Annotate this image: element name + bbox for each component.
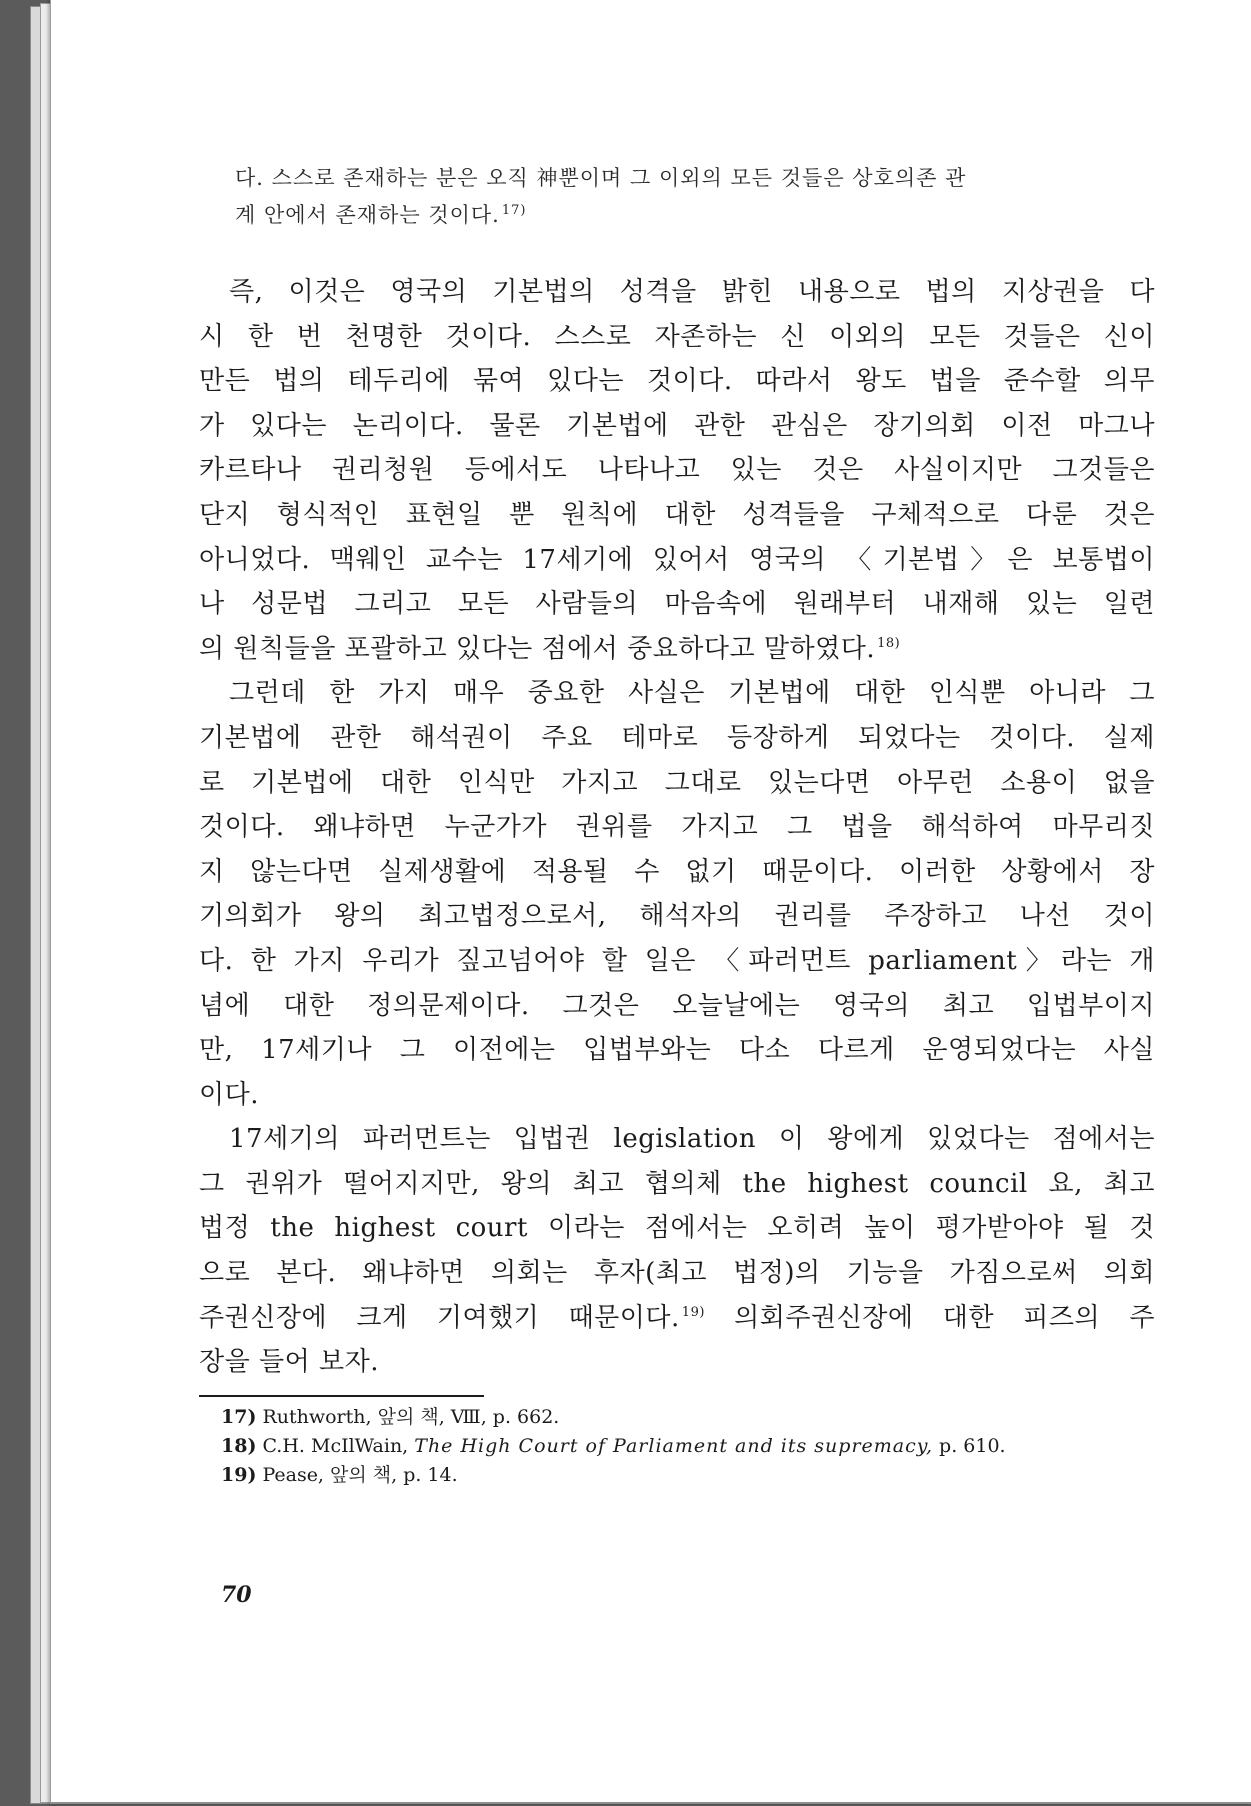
- page-text-area: [199, 160, 1155, 1490]
- paragraph-line-text: 주권신장에 크게 기여했기 때문이다.: [199, 1302, 680, 1333]
- paragraph-line-text: 의 원칙들을 포괄하고 있다는 점에서 중요하다고 말하였다.: [199, 633, 876, 664]
- footnotes: [221, 1403, 1155, 1490]
- paragraph-line: 념에 대한 정의문제이다. 그것은 오늘날에는 영국의 최고 입법부이지: [199, 990, 1155, 1021]
- paragraph-line: 카르타나 권리청원 등에서도 나타나고 있는 것은 사실이지만 그것들은: [199, 455, 1155, 486]
- footnote-text: Pease, 앞의 책, p. 14.: [262, 1463, 458, 1486]
- paragraph-line: [199, 627, 1155, 672]
- footnote-divider: [199, 1395, 484, 1397]
- paragraph-line: 가 있다는 논리이다. 물론 기본법에 관한 관심은 장기의회 이전 마그나: [199, 410, 1155, 441]
- paragraph-line: 기의회가 왕의 최고법정으로서, 해석자의 권리를 주장하고 나선 것이: [199, 901, 1155, 932]
- paragraph-line: 기본법에 관한 해석권이 주요 테마로 등장하게 되었다는 것이다. 실제: [199, 722, 1155, 753]
- paragraph-line: 단지 형식적인 표현일 뿐 원칙에 대한 성격들을 구체적으로 다룬 것은: [199, 499, 1155, 530]
- paragraph-line: 법정 the highest court 이라는 점에서는 오히려 높이 평가받아야 될 것: [199, 1213, 1155, 1244]
- paragraph-line-text-after-ref: 의회주권신장에 대한 피즈의 주: [704, 1302, 1155, 1333]
- footnote-ref-19: 19): [681, 1305, 705, 1320]
- footnote-book-title: The High Court of Parliament and its supremacy,: [414, 1434, 933, 1457]
- quote-line-text: 계 안에서 존재하는 것이다.: [235, 203, 500, 227]
- quote-line: 다. 스스로 존재하는 분은 오직 神뿐이며 그 이외의 모든 것들은 상호의존 관: [235, 166, 967, 190]
- paragraph-line: 17세기의 파러먼트는 입법권 legislation 이 왕에게 있었다는 점에서는: [229, 1124, 1155, 1155]
- footnote-number: 17): [221, 1405, 257, 1428]
- footnote-page: p. 610.: [933, 1434, 1006, 1457]
- paragraph-line: 이다.: [199, 1079, 259, 1110]
- paragraph-line: 지 않는다면 실제생활에 적용될 수 없기 때문이다. 이러한 상황에서 장: [199, 856, 1155, 887]
- footnote-17: [221, 1403, 1155, 1432]
- paragraph-line: 시 한 번 천명한 것이다. 스스로 자존하는 신 이외의 모든 것들은 신이: [199, 321, 1155, 352]
- paragraph-1: [199, 270, 1155, 671]
- footnote-ref-18: 18): [877, 636, 901, 652]
- block-quote: [235, 160, 1155, 234]
- paragraph-line: 장을 들어 보자.: [199, 1347, 379, 1378]
- paragraph-line: 다. 한 가지 우리가 짚고넘어야 할 일은 〈파러먼트 parliament〉라는 개: [199, 945, 1155, 976]
- book-page: [50, 0, 1251, 1804]
- paragraph-line: 그 권위가 떨어지지만, 왕의 최고 협의체 the highest council 요, 최고: [199, 1168, 1155, 1199]
- paragraph-line: 만, 17세기나 그 이전에는 입법부와는 다소 다르게 운영되었다는 사실: [199, 1035, 1155, 1066]
- quote-line: [235, 197, 1155, 234]
- paragraph-line: [199, 1296, 1155, 1341]
- paragraph-line: 로 기본법에 대한 인식만 가지고 그대로 있는다면 아무런 소용이 없을: [199, 767, 1155, 798]
- paragraph-3: [199, 1117, 1155, 1385]
- paragraph-line: 것이다. 왜냐하면 누군가가 권위를 가지고 그 법을 해석하여 마무리짓: [199, 812, 1155, 843]
- paragraph-line: 나 성문법 그리고 모든 사람들의 마음속에 원래부터 내재해 있는 일련: [199, 589, 1155, 620]
- paragraph-line: 아니었다. 맥웨인 교수는 17세기에 있어서 영국의 〈기본법〉은 보통법이: [199, 544, 1155, 575]
- page-number: 70: [221, 1582, 252, 1608]
- footnote-19: [221, 1461, 1155, 1490]
- footnote-author: C.H. McIlWain,: [262, 1434, 415, 1457]
- paragraph-line: 으로 본다. 왜냐하면 의회는 후자(최고 법정)의 기능을 가짐으로써 의회: [199, 1258, 1155, 1289]
- footnote-number: 18): [221, 1434, 257, 1457]
- paragraph-line: 만든 법의 테두리에 묶여 있다는 것이다. 따라서 왕도 법을 준수할 의무: [199, 366, 1155, 397]
- paragraph-line: 그런데 한 가지 매우 중요한 사실은 기본법에 대한 인식뿐 아니라 그: [229, 678, 1155, 709]
- footnote-text: Ruthworth, 앞의 책, Ⅷ, p. 662.: [262, 1405, 560, 1428]
- footnote-ref-17: 17): [501, 203, 527, 218]
- paragraph-line: 즉, 이것은 영국의 기본법의 성격을 밝힌 내용으로 법의 지상권을 다: [229, 277, 1155, 307]
- book-page-stack: [30, 0, 1251, 1806]
- footnote-number: 19): [221, 1463, 257, 1486]
- paragraph-2: [199, 671, 1155, 1117]
- footnote-18: [221, 1432, 1155, 1461]
